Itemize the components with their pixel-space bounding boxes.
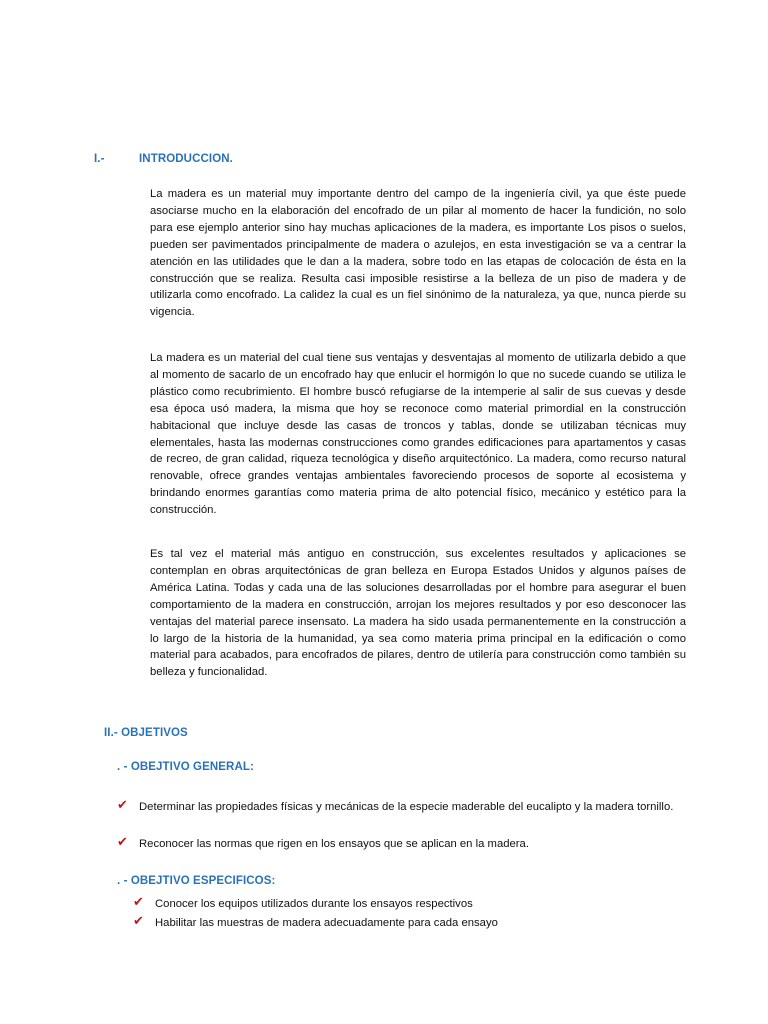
subsection-title-general: . - OBEJTIVO GENERAL: [117, 761, 254, 773]
section-title-intro: INTRODUCCION. [139, 153, 233, 165]
list-item-text: Conocer los equipos utilizados durante los ensayos respectivos [155, 898, 473, 910]
intro-paragraph-3: Es tal vez el material más antiguo en construcción, sus excelentes resultados y aplicaciones se contemplan en obras arquitectónicas de gran belleza en Europa Estados Unidos y algunos países de América Latina. Todas y cada una de las soluciones desarrolladas por el hombre para asegurar el buen comportamiento de la madera en construcción, arrojan los mejores resultados y por eso desconocer las ventajas del material parece insensato. La madera ha sido usada permanentemente en la construcción a lo largo de la historia de la humanidad, ya sea como materia prima principal en la edificación o como material para acabados, para encofrados de pilares, dentro de utilería para construcción como también su belleza y funcionalidad. [150, 548, 686, 679]
list-item [133, 915, 693, 933]
list-item-text: Habilitar las muestras de madera adecuadamente para cada ensayo [155, 917, 498, 929]
intro-paragraph-2: La madera es un material del cual tiene sus ventajas y desventajas al momento de utilizarla debido a que al momento de sacarlo de un encofrado hay que enlucir el hormigón lo que no sucede cuando se utiliza le plástico como recubrimiento. El hombre buscó refugiarse de la intemperie al salir de sus cuevas y desde esa época usó madera, la misma que hoy se reconoce como material primordial en la construcción habitacional que incluye desde las casas de troncos y tablas, donde se utilizaban técnicas muy elementales, hasta las modernas construcciones como grandes edificaciones para apartamentos y casas de recreo, de gran calidad, riqueza tecnológica y diseño arquitectónico. La madera, como recurso natural renovable, ofrece grandes ventajas ambientales favoreciendo procesos de soporte al ecosistema y brindando enormes garantías como materia prima de alto potencial físico, mecánico y estético para la construcción. [150, 352, 686, 517]
checkmark-icon: ✔ [133, 914, 144, 929]
section-number-intro: I.- [94, 153, 105, 165]
checkmark-icon: ✔ [117, 835, 128, 850]
subsection-title-especificos: . - OBEJTIVO ESPECIFICOS: [117, 875, 276, 887]
list-item-text: Reconocer las normas que rigen en los ensayos que se aplican en la madera. [139, 838, 529, 850]
intro-paragraph-1: La madera es un material muy importante dentro del campo de la ingeniería civil, ya que éste puede asociarse mucho en la elaboración del encofrado de un pilar al momento de hacer la fundición, no solo para ese ejemplo anterior sino hay muchas aplicaciones de la madera, es importante Los pisos o suelos, pueden ser pavimentados principalmente de madera o azulejos, en esta investigación se va a centrar la atención en las utilidades que le dan a la madera, sobre todo en las etapas de colocación de ésta en la construcción que se realiza. Resulta casi imposible resistirse a la belleza de un piso de madera y de utilizarla como encofrado. La calidez la cual es un fiel sinónimo de la naturaleza, ya que, nunca pierde su vigencia. [150, 188, 686, 319]
list-item [117, 799, 687, 835]
section-title-objetivos: II.- OBJETIVOS [104, 727, 188, 739]
list-item [117, 836, 687, 854]
list-item [133, 896, 693, 914]
checkmark-icon: ✔ [133, 895, 144, 910]
checkmark-icon: ✔ [117, 798, 128, 813]
list-item-text: Determinar las propiedades físicas y mecánicas de la especie maderable del eucalipto y la madera tornillo. [139, 801, 674, 813]
